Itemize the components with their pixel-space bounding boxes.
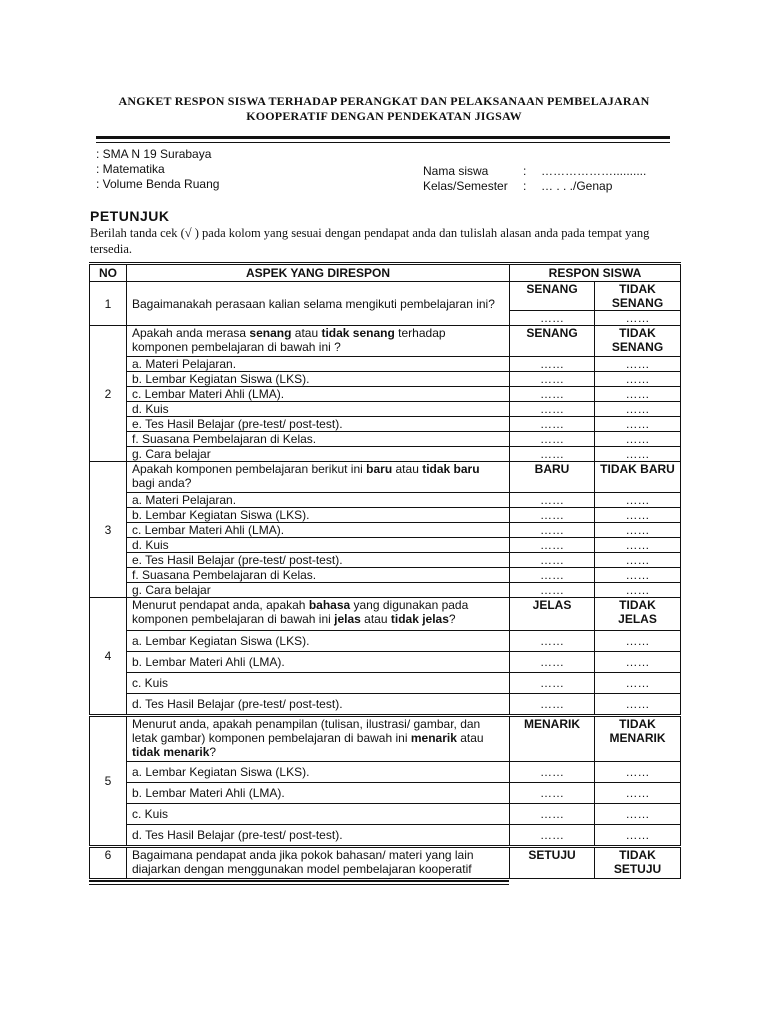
header-rule-thin (96, 142, 670, 143)
q2-item: g. Cara belajar (127, 447, 510, 462)
q4-text-bold3: tidak jelas (390, 612, 449, 626)
q2-answer[interactable]: …… (595, 402, 681, 417)
q5-row (90, 716, 681, 762)
q2-item: b. Lembar Kegiatan Siswa (LKS). (127, 372, 510, 387)
header-rule-thick (96, 136, 670, 139)
q2-answer[interactable]: …… (595, 447, 681, 462)
q4-question (127, 598, 510, 631)
q2-item: e. Tes Hasil Belajar (pre-test/ post-test). (127, 417, 510, 432)
q6-row (90, 847, 681, 879)
q3-text-mid: atau (392, 462, 423, 476)
q1-number: 1 (90, 282, 127, 326)
q1-answer-2[interactable]: …… (595, 311, 681, 326)
q4-item: d. Tes Hasil Belajar (pre-test/ post-test). (127, 694, 510, 716)
subject-name: : Matematika (96, 162, 165, 176)
q5-item: c. Kuis (127, 804, 510, 825)
table-header-row (90, 264, 681, 282)
q2-item-row (90, 447, 681, 462)
q4-text-mid1: yang digunakan pada komponen pembelajaran di bawah ini (132, 598, 469, 626)
q2-answer[interactable]: …… (595, 372, 681, 387)
q4-answer[interactable]: …… (510, 694, 595, 716)
q5-answer[interactable]: …… (595, 825, 681, 847)
header-response: RESPON SISWA (510, 264, 681, 282)
q4-answer[interactable]: …… (595, 673, 681, 694)
q2-question (127, 326, 510, 357)
q1-question: Bagaimanakah perasaan kalian selama mengikuti pembelajaran ini? (127, 282, 510, 326)
q4-text-mid2: atau (360, 612, 391, 626)
q4-text-post: ? (448, 612, 456, 626)
class-semester-field[interactable]: … . . ./Genap (541, 179, 613, 193)
student-name-colon: : (523, 164, 527, 178)
form-title-line2: KOOPERATIF DENGAN PENDEKATAN JIGSAW (246, 109, 522, 123)
q6-question: Bagaimana pendapat anda jika pokok bahasan/ materi yang lain diajarkan dengan menggunakan model pembelajaran kooperatif (127, 847, 510, 879)
q3-item: d. Kuis (127, 538, 510, 553)
q2-answer[interactable]: …… (510, 402, 595, 417)
q5-option-2: TIDAK MENARIK (595, 716, 681, 762)
q2-option-1: SENANG (510, 326, 595, 357)
q4-item-row (90, 652, 681, 673)
q5-item: b. Lembar Materi Ahli (LMA). (127, 783, 510, 804)
q3-item-row (90, 508, 681, 523)
q5-answer[interactable]: …… (510, 804, 595, 825)
q3-text-post: bagi anda? (132, 476, 192, 490)
q2-number: 2 (90, 326, 127, 462)
q3-text-pre: Apakah komponen pembelajaran berikut ini (132, 462, 367, 476)
q1-option-1: SENANG (510, 282, 595, 311)
q2-text-pre: Apakah anda merasa (132, 326, 250, 340)
q2-item: a. Materi Pelajaran. (127, 357, 510, 372)
q3-item: f. Suasana Pembelajaran di Kelas. (127, 568, 510, 583)
q3-item-row (90, 493, 681, 508)
q5-option-1: MENARIK (510, 716, 595, 762)
q2-answer[interactable]: …… (510, 432, 595, 447)
q6-option-2: TIDAK SETUJU (595, 847, 681, 879)
q5-answer[interactable]: …… (510, 762, 595, 783)
q2-text-bold1: senang (249, 326, 292, 340)
class-semester-label: Kelas/Semester (423, 179, 508, 193)
header-aspect: ASPEK YANG DIRESPON (127, 264, 510, 282)
q4-option-2: TIDAK JELAS (595, 598, 681, 631)
q3-item-row (90, 553, 681, 568)
q3-text-bold2: tidak baru (422, 462, 480, 476)
q3-item: a. Materi Pelajaran. (127, 493, 510, 508)
q3-answer[interactable]: …… (510, 493, 595, 508)
footer-rule-thick (89, 880, 509, 882)
q4-answer[interactable]: …… (595, 652, 681, 673)
q4-item-row (90, 694, 681, 716)
q4-answer[interactable]: …… (595, 631, 681, 652)
q5-text-mid: atau (456, 731, 484, 745)
q3-answer[interactable]: …… (595, 538, 681, 553)
q3-item: b. Lembar Kegiatan Siswa (LKS). (127, 508, 510, 523)
q3-option-1: BARU (510, 462, 595, 493)
q5-text-post: ? (209, 745, 217, 759)
q2-text-bold2: tidak senang (321, 326, 395, 340)
school-info (96, 147, 219, 192)
q2-text-post: terhadap komponen pembelajaran di bawah ini ? (132, 326, 446, 354)
q5-item: d. Tes Hasil Belajar (pre-test/ post-test). (127, 825, 510, 847)
q3-item: e. Tes Hasil Belajar (pre-test/ post-test). (127, 553, 510, 568)
q5-item: a. Lembar Kegiatan Siswa (LKS). (127, 762, 510, 783)
q3-number: 3 (90, 462, 127, 598)
q2-item-row (90, 387, 681, 402)
q3-answer[interactable]: …… (510, 523, 595, 538)
q2-answer[interactable]: …… (510, 417, 595, 432)
q4-option-1: JELAS (510, 598, 595, 631)
school-name: : SMA N 19 Surabaya (96, 147, 212, 161)
q2-item: d. Kuis (127, 402, 510, 417)
q2-answer[interactable]: …… (595, 417, 681, 432)
q5-item-row (90, 783, 681, 804)
q2-answer[interactable]: …… (510, 357, 595, 372)
q5-answer[interactable]: …… (510, 825, 595, 847)
topic-name: : Volume Benda Ruang (96, 177, 220, 191)
q5-answer[interactable]: …… (595, 804, 681, 825)
q4-item: a. Lembar Kegiatan Siswa (LKS). (127, 631, 510, 652)
q4-item-row (90, 631, 681, 652)
q2-option-2: TIDAK SENANG (595, 326, 681, 357)
q4-number: 4 (90, 598, 127, 716)
q3-text-bold1: baru (366, 462, 393, 476)
q3-answer[interactable]: …… (510, 508, 595, 523)
q5-item-row (90, 804, 681, 825)
q4-answer[interactable]: …… (510, 652, 595, 673)
q3-question (127, 462, 510, 493)
q3-item: c. Lembar Materi Ahli (LMA). (127, 523, 510, 538)
q2-answer[interactable]: …… (510, 387, 595, 402)
q2-text-mid: atau (291, 326, 322, 340)
q4-answer[interactable]: …… (510, 631, 595, 652)
header-no: NO (90, 264, 127, 282)
q6-option-1: SETUJU (510, 847, 595, 879)
q5-question (127, 716, 510, 762)
q2-answer[interactable]: …… (595, 387, 681, 402)
q3-item-row (90, 583, 681, 598)
class-semester-colon: : (523, 179, 527, 193)
instructions-text: Berilah tanda cek (√ ) pada kolom yang sesuai dengan pendapat anda dan tulislah alasan anda pada tempat yang tersedia. (90, 226, 650, 256)
q2-answer[interactable]: …… (595, 357, 681, 372)
q2-item-row (90, 357, 681, 372)
q5-answer[interactable]: …… (595, 762, 681, 783)
student-name-label: Nama siswa (423, 164, 489, 178)
q3-answer[interactable]: …… (595, 493, 681, 508)
q3-option-2: TIDAK BARU (595, 462, 681, 493)
q3-answer[interactable]: …… (595, 523, 681, 538)
q3-item-row (90, 568, 681, 583)
q5-answer[interactable]: …… (595, 783, 681, 804)
q2-answer[interactable]: …… (595, 432, 681, 447)
student-info (423, 164, 646, 194)
q4-item: b. Lembar Materi Ahli (LMA). (127, 652, 510, 673)
q2-item-row (90, 402, 681, 417)
q1-row (90, 282, 681, 311)
q5-text-bold2: tidak menarik (132, 745, 210, 759)
q2-item-row (90, 372, 681, 387)
q2-item: c. Lembar Materi Ahli (LMA). (127, 387, 510, 402)
q2-answer[interactable]: …… (510, 372, 595, 387)
response-table (89, 262, 681, 879)
q3-row (90, 462, 681, 493)
q3-item-row (90, 538, 681, 553)
q4-row (90, 598, 681, 631)
q5-item-row (90, 825, 681, 847)
q6-number: 6 (90, 847, 127, 879)
q1-option-2: TIDAK SENANG (595, 282, 681, 311)
q2-item-row (90, 432, 681, 447)
q5-answer[interactable]: …… (510, 783, 595, 804)
q3-answer[interactable]: …… (595, 508, 681, 523)
q5-item-row (90, 762, 681, 783)
q2-answer[interactable]: …… (510, 447, 595, 462)
q5-number: 5 (90, 716, 127, 847)
student-name-field[interactable]: ……………….......... (541, 164, 647, 178)
form-title-line1: ANGKET RESPON SISWA TERHADAP PERANGKAT DAN PELAKSANAAN PEMBELAJARAN (118, 94, 650, 108)
q4-text-pre: Menurut pendapat anda, apakah (132, 598, 309, 612)
q2-item-row (90, 417, 681, 432)
q1-answer-1[interactable]: …… (510, 311, 595, 326)
q2-row (90, 326, 681, 357)
q3-answer[interactable]: …… (595, 553, 681, 568)
q4-text-bold1: bahasa (308, 598, 351, 612)
q3-answer[interactable]: …… (510, 568, 595, 583)
q3-answer[interactable]: …… (595, 583, 681, 598)
instructions-heading: PETUNJUK (90, 208, 170, 224)
q3-answer[interactable]: …… (510, 553, 595, 568)
q3-answer[interactable]: …… (510, 538, 595, 553)
q5-text-bold1: menarik (410, 731, 457, 745)
q4-answer[interactable]: …… (510, 673, 595, 694)
q3-answer[interactable]: …… (595, 568, 681, 583)
q4-item-row (90, 673, 681, 694)
q3-item: g. Cara belajar (127, 583, 510, 598)
q3-item-row (90, 523, 681, 538)
q4-answer[interactable]: …… (595, 694, 681, 716)
q5-text-pre: Menurut anda, apakah penampilan (tulisan, ilustrasi/ gambar, dan letak gambar) komponen pembelajaran di bawah ini (132, 717, 481, 745)
q3-answer[interactable]: …… (510, 583, 595, 598)
q4-item: c. Kuis (127, 673, 510, 694)
footer-rule-thin (89, 884, 509, 885)
q4-text-bold2: jelas (334, 612, 361, 626)
q2-item: f. Suasana Pembelajaran di Kelas. (127, 432, 510, 447)
